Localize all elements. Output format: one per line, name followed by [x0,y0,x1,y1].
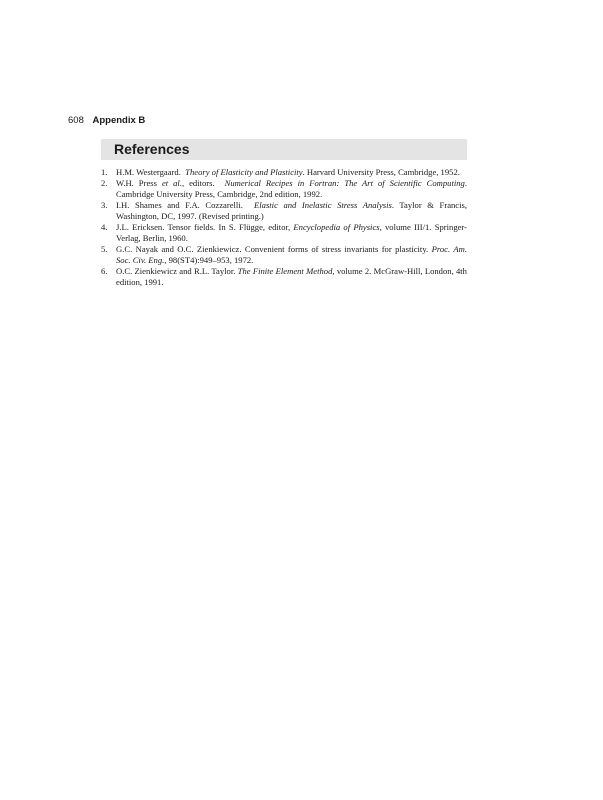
reference-number: 4. [101,222,108,232]
reference-item [101,200,467,222]
reference-item [101,244,467,266]
reference-item [101,222,467,244]
reference-details: , volume III/1. Springer-Verlag, Berlin, 1960. [116,222,467,243]
reference-body [116,266,467,287]
section-heading-bar [101,139,467,160]
reference-body [116,244,467,265]
reference-details: . Cambridge University Press, Cambridge, 2nd edition, 1992. [116,178,467,199]
reference-details: , 98(ST4):949–953, 1972. [164,255,254,265]
reference-number: 3. [101,200,108,210]
reference-lead: J.L. Ericksen. Tensor fields. In S. Flügge, editor, [116,222,294,232]
reference-title: Encyclopedia of Physics [293,222,380,232]
reference-body [116,200,467,221]
reference-list [101,167,467,288]
page-number: 608 [68,115,84,126]
reference-number: 6. [101,266,108,276]
reference-lead: O.C. Zienkiewicz and R.L. Taylor. [116,266,238,276]
reference-lead: G.C. Nayak and O.C. Zienkiewicz. Convenient forms of stress invariants for plasticity. [116,244,432,254]
running-head [68,115,145,127]
reference-title: Theory of Elasticity and Plasticity [185,167,303,177]
reference-number: 5. [101,244,108,254]
running-head-section: Appendix B [92,115,146,126]
reference-item [101,266,467,288]
reference-journal: Proc. Am. Soc. Civ. Eng. [116,244,467,265]
reference-title: The Finite Element Method [237,266,333,276]
reference-item [101,167,467,178]
reference-details: , volume 2. McGraw-Hill, London, 4th edition, 1991. [116,266,467,287]
reference-item [101,178,467,200]
reference-title: Numerical Recipes in Fortran: The Art of Scientific Computing [224,178,465,188]
section-title: References [114,141,190,157]
reference-number: 1. [101,167,108,177]
reference-authors-suffix: , editors. [181,178,215,188]
reference-body [116,167,460,177]
reference-details: . Taylor & Francis, Washington, DC, 1997. (Revised printing.) [116,200,467,221]
reference-body [116,178,467,199]
reference-authors-italic: et al. [161,178,182,188]
reference-authors: H.M. Westergaard. [116,167,181,177]
reference-authors: W.H. Press [116,178,162,188]
reference-authors: I.H. Shames and F.A. Cozzarelli. [116,200,243,210]
reference-details: . Harvard University Press, Cambridge, 1952. [302,167,460,177]
reference-title: Elastic and Inelastic Stress Analysis [254,200,392,210]
reference-number: 2. [101,178,108,188]
reference-body [116,222,467,243]
